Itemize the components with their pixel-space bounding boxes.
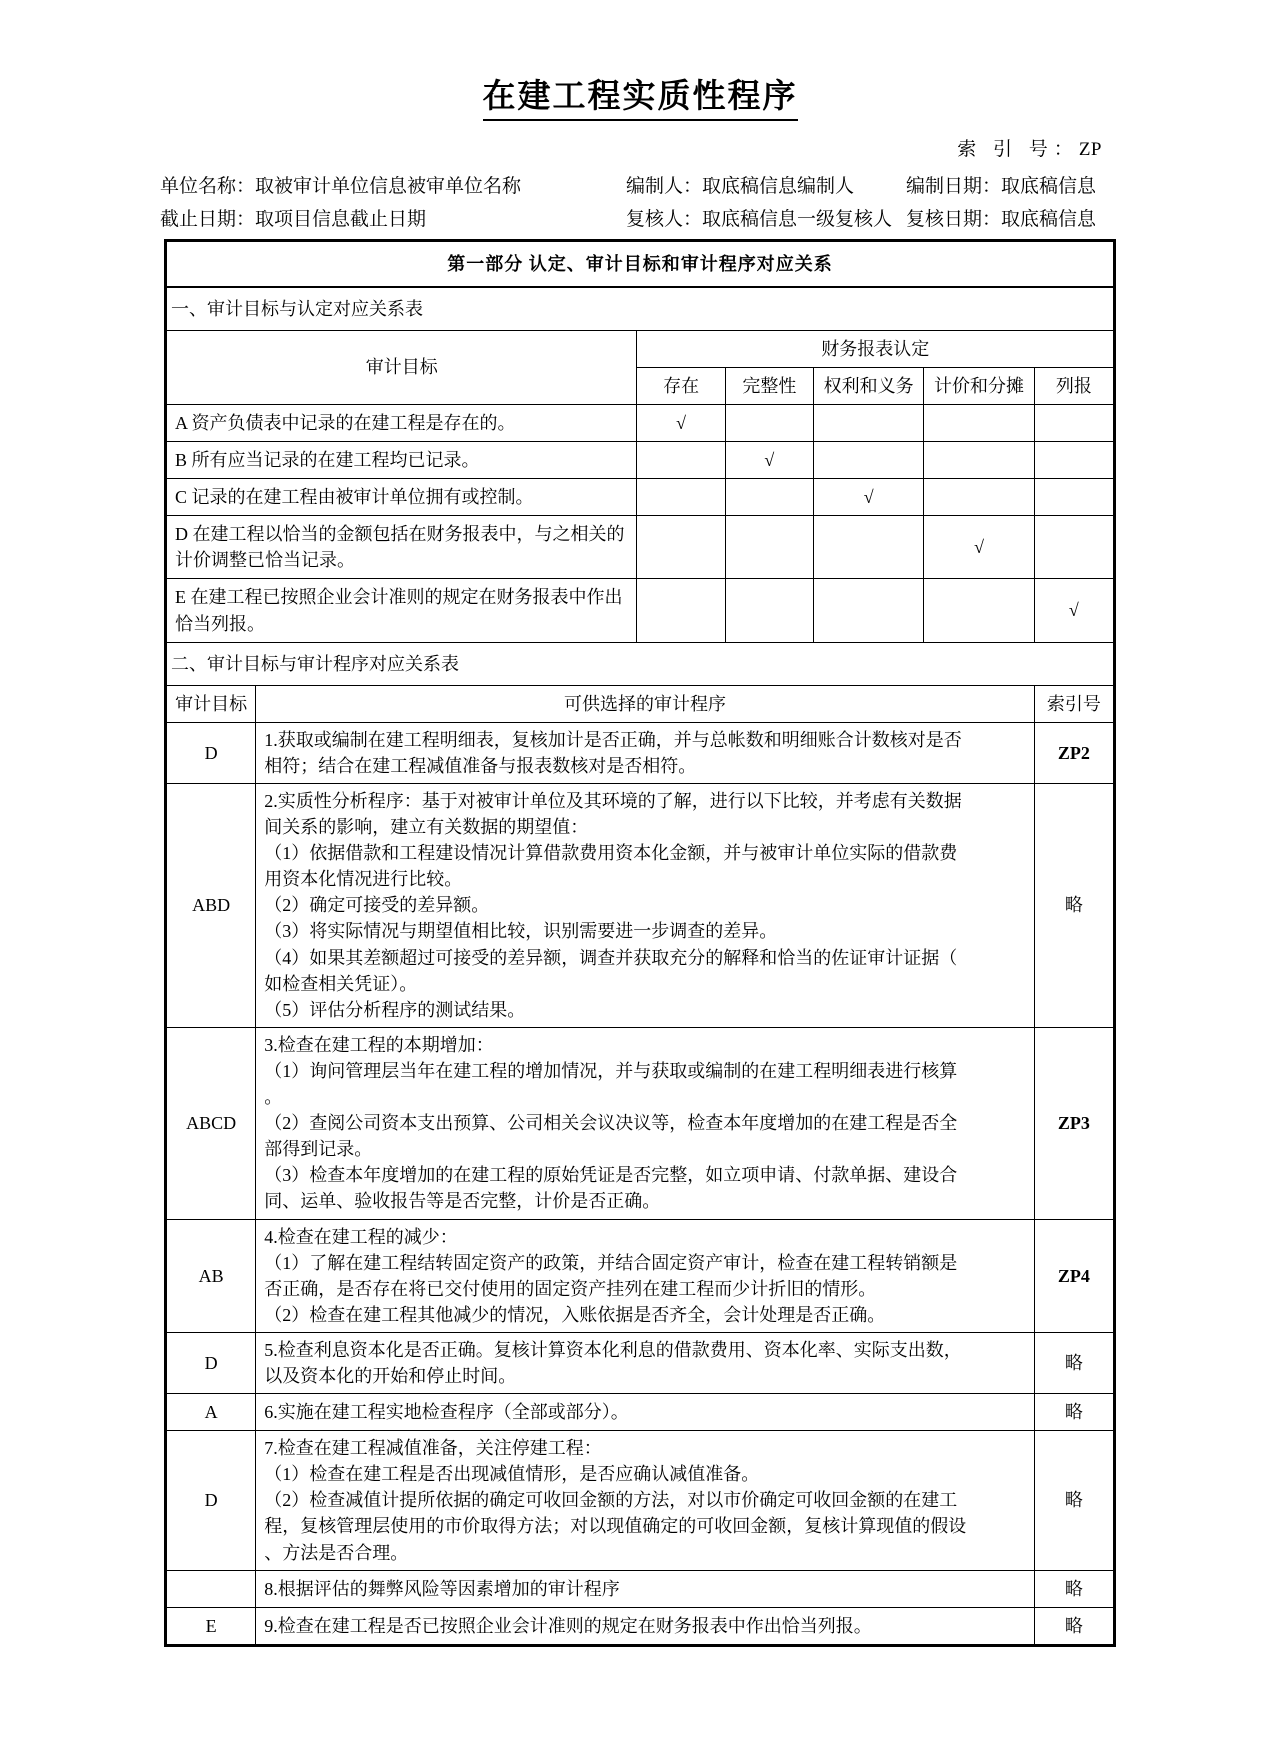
cutoff-date-label: 截止日期：	[160, 208, 256, 230]
procedure-goal-7: D	[166, 1431, 256, 1570]
procedure-index-1: ZP2	[1034, 722, 1114, 783]
reviewer-label: 复核人：	[626, 208, 703, 230]
procedure-line: （1）询问管理层当年在建工程的增加情况，并与获取或编制的在建工程明细表进行核算	[264, 1060, 958, 1081]
procedure-line: （1）了解在建工程结转固定资产的政策，并结合固定资产审计，检查在建工程转销额是	[264, 1252, 958, 1273]
mark-e-rights	[814, 579, 924, 642]
procedure-line: 间关系的影响，建立有关数据的期望值：	[264, 817, 589, 838]
index-number-line	[160, 134, 1120, 161]
unit-name-label: 单位名称：	[160, 175, 256, 197]
procedure-text-8	[256, 1570, 1034, 1607]
procedure-line: 7.检查在建工程减值准备，关注停建工程：	[264, 1438, 602, 1459]
mark-d-presentation	[1034, 516, 1114, 579]
mark-d-existence	[637, 516, 725, 579]
mark-c-existence	[637, 479, 725, 516]
cutoff-date-value: 取项目信息截止日期	[255, 208, 427, 230]
meta-row-2	[160, 204, 1120, 231]
cutoff-date-field	[160, 204, 626, 231]
mark-e-valuation	[924, 579, 1034, 642]
procedure-index-7: 略	[1034, 1431, 1114, 1570]
unit-name-field	[160, 171, 626, 198]
preparer-field	[626, 171, 906, 198]
prepare-date-value: 取底稿信息	[1001, 175, 1097, 197]
index-number-value: ZP	[1078, 138, 1102, 160]
unit-name-value: 取被审计单位信息被审单位名称	[255, 175, 522, 197]
procedure-goal-6: A	[166, 1394, 256, 1431]
mark-b-valuation	[924, 442, 1034, 479]
procedure-index-3: ZP3	[1034, 1027, 1114, 1219]
procedure-line: （1）检查在建工程是否出现减值情形，是否应确认减值准备。	[264, 1464, 760, 1485]
procedure-line: （5）评估分析程序的测试结果。	[264, 999, 526, 1020]
mark-a-valuation	[924, 404, 1034, 441]
col-header-objective: 审计目标	[166, 330, 637, 404]
table-row	[166, 784, 1115, 1028]
procedure-header-row	[166, 685, 1115, 722]
procedure-line: 1.获取或编制在建工程明细表，复核加计是否正确，并与总帐数和明细账合计数核对是否	[264, 729, 962, 750]
table-row	[166, 579, 1115, 642]
table-row	[166, 722, 1115, 783]
audit-program-body	[166, 240, 1115, 1645]
mark-c-rights: √	[814, 479, 924, 516]
review-date-value: 取底稿信息	[1001, 208, 1097, 230]
procedure-goal-4: AB	[166, 1219, 256, 1332]
preparer-value: 取底稿信息编制人	[702, 175, 855, 197]
mark-a-completeness	[725, 404, 813, 441]
col-header-existence: 存在	[637, 367, 725, 404]
objective-text-a: A 资产负债表中记录的在建工程是存在的。	[166, 404, 637, 441]
page-title-text: 在建工程实质性程序	[483, 79, 798, 121]
procedure-line: 否正确，是否存在将已交付使用的固定资产挂列在建工程而少计折旧的情形。	[264, 1278, 877, 1299]
table-row	[166, 1607, 1115, 1645]
procedure-goal-8	[166, 1570, 256, 1607]
procedure-goal-9: E	[166, 1607, 256, 1645]
section-one-heading-row	[166, 287, 1115, 331]
objective-text-e: E 在建工程已按照企业会计准则的规定在财务报表中作出恰当列报。	[166, 579, 637, 642]
procedure-index-6: 略	[1034, 1394, 1114, 1431]
index-number-label: 索 引 号：	[957, 138, 1079, 160]
table-row	[166, 1332, 1115, 1393]
procedure-line: 9.检查在建工程是否已按照企业会计准则的规定在财务报表中作出恰当列报。	[264, 1615, 872, 1636]
procedure-line: 8.根据评估的舞弊风险等因素增加的审计程序	[264, 1578, 620, 1599]
mark-c-completeness	[725, 479, 813, 516]
col-header-index: 索引号	[1034, 685, 1114, 722]
mark-b-presentation	[1034, 442, 1114, 479]
table-row	[166, 442, 1115, 479]
procedure-text-2	[256, 784, 1034, 1028]
table-row	[166, 1431, 1115, 1570]
procedure-index-8: 略	[1034, 1570, 1114, 1607]
procedure-text-4	[256, 1219, 1034, 1332]
section-two-heading-row	[166, 642, 1115, 685]
mark-e-existence	[637, 579, 725, 642]
mark-c-presentation	[1034, 479, 1114, 516]
review-date-field	[906, 204, 1120, 231]
mark-d-rights	[814, 516, 924, 579]
procedure-line: 部得到记录。	[264, 1139, 373, 1160]
procedure-text-6	[256, 1394, 1034, 1431]
procedure-line: 、方法是否合理。	[264, 1542, 409, 1563]
section-one-heading: 一、审计目标与认定对应关系表	[166, 287, 1115, 331]
objective-text-d: D 在建工程以恰当的金额包括在财务报表中，与之相关的计价调整已恰当记录。	[166, 516, 637, 579]
procedure-index-5: 略	[1034, 1332, 1114, 1393]
procedure-text-7	[256, 1431, 1034, 1570]
procedure-goal-5: D	[166, 1332, 256, 1393]
procedure-text-5	[256, 1332, 1034, 1393]
procedure-line: （2）确定可接受的差异额。	[264, 895, 490, 916]
procedure-goal-1: D	[166, 722, 256, 783]
reviewer-value: 取底稿信息一级复核人	[702, 208, 893, 230]
procedure-line: 相符；结合在建工程减值准备与报表数核对是否相符。	[264, 755, 697, 776]
col-header-valuation-allocation: 计价和分摊	[924, 367, 1034, 404]
objective-text-c: C 记录的在建工程由被审计单位拥有或控制。	[166, 479, 637, 516]
col-header-procedure: 可供选择的审计程序	[256, 685, 1034, 722]
mark-d-completeness	[725, 516, 813, 579]
procedure-line: （1）依据借款和工程建设情况计算借款费用资本化金额，并与被审计单位实际的借款费	[264, 843, 958, 864]
mark-a-presentation	[1034, 404, 1114, 441]
document-meta	[160, 118, 1120, 231]
procedure-line: 5.检查利息资本化是否正确。复核计算资本化利息的借款费用、资本化率、实际支出数，	[264, 1339, 962, 1360]
table-row	[166, 516, 1115, 579]
procedure-goal-3: ABCD	[166, 1027, 256, 1219]
procedure-line: （2）查阅公司资本支出预算、公司相关会议决议等，检查本年度增加的在建工程是否全	[264, 1113, 958, 1134]
assertion-group-header-row	[166, 330, 1115, 367]
procedure-line: 。	[264, 1087, 283, 1108]
procedure-line: （2）检查减值计提所依据的确定可收回金额的方法，对以市价确定可收回金额的在建工	[264, 1490, 958, 1511]
procedure-line: 2.实质性分析程序：基于对被审计单位及其环境的了解，进行以下比较，并考虑有关数据	[264, 791, 962, 811]
procedure-index-9: 略	[1034, 1607, 1114, 1645]
mark-a-rights	[814, 404, 924, 441]
table-row	[166, 1570, 1115, 1607]
procedure-line: 4.检查在建工程的减少：	[264, 1226, 458, 1247]
audit-program-table	[164, 239, 1116, 1647]
mark-d-valuation: √	[924, 516, 1034, 579]
mark-c-valuation	[924, 479, 1034, 516]
prepare-date-label: 编制日期：	[906, 175, 1002, 197]
prepare-date-field	[906, 171, 1120, 198]
review-date-label: 复核日期：	[906, 208, 1002, 230]
procedure-text-9	[256, 1607, 1034, 1645]
table-row	[166, 404, 1115, 441]
procedure-line: （3）检查本年度增加的在建工程的原始凭证是否完整，如立项申请、付款单据、建设合	[264, 1165, 958, 1186]
procedure-line: 3.检查在建工程的本期增加：	[264, 1034, 494, 1055]
mark-b-rights	[814, 442, 924, 479]
col-header-completeness: 完整性	[725, 367, 813, 404]
mark-a-existence: √	[637, 404, 725, 441]
procedure-index-4: ZP4	[1034, 1219, 1114, 1332]
mark-e-presentation: √	[1034, 579, 1114, 642]
part-title-cell: 第一部分 认定、审计目标和审计程序对应关系	[166, 240, 1115, 287]
procedure-line: （4）如果其差额超过可接受的差异额，调查并获取充分的解释和恰当的佐证审计证据（	[264, 947, 958, 968]
procedure-line: 用资本化情况进行比较。	[264, 869, 463, 890]
reviewer-field	[626, 204, 906, 231]
procedure-text-3	[256, 1027, 1034, 1219]
meta-row-1	[160, 171, 1120, 198]
col-header-assertion-group: 财务报表认定	[637, 330, 1115, 367]
objective-text-b: B 所有应当记录的在建工程均已记录。	[166, 442, 637, 479]
part-title-row	[166, 240, 1115, 287]
col-header-rights-obligations: 权利和义务	[814, 367, 924, 404]
mark-e-completeness	[725, 579, 813, 642]
table-row	[166, 1027, 1115, 1219]
col-header-presentation: 列报	[1034, 367, 1114, 404]
table-row	[166, 1219, 1115, 1332]
procedure-line: 程，复核管理层使用的市价取得方法；对以现值确定的可收回金额，复核计算现值的假设	[264, 1516, 967, 1537]
procedure-line: 6.实施在建工程实地检查程序（全部或部分）。	[264, 1402, 629, 1423]
procedure-index-2: 略	[1034, 784, 1114, 1028]
procedure-line: 以及资本化的开始和停止时间。	[264, 1365, 517, 1386]
procedure-line: 同、运单、验收报告等是否完整，计价是否正确。	[264, 1191, 661, 1212]
mark-b-existence	[637, 442, 725, 479]
section-two-heading: 二、审计目标与审计程序对应关系表	[166, 642, 1115, 685]
mark-b-completeness: √	[725, 442, 813, 479]
table-row	[166, 479, 1115, 516]
procedure-goal-2: ABD	[166, 784, 256, 1028]
col-header-goal: 审计目标	[166, 685, 256, 722]
preparer-label: 编制人：	[626, 175, 703, 197]
table-row	[166, 1394, 1115, 1431]
procedure-line: 如检查相关凭证）。	[264, 973, 418, 994]
procedure-line: （3）将实际情况与期望值相比较，识别需要进一步调查的差异。	[264, 921, 778, 942]
procedure-line: （2）检查在建工程其他减少的情况，入账依据是否齐全，会计处理是否正确。	[264, 1304, 886, 1325]
page-title	[0, 0, 1280, 118]
procedure-text-1	[256, 722, 1034, 783]
